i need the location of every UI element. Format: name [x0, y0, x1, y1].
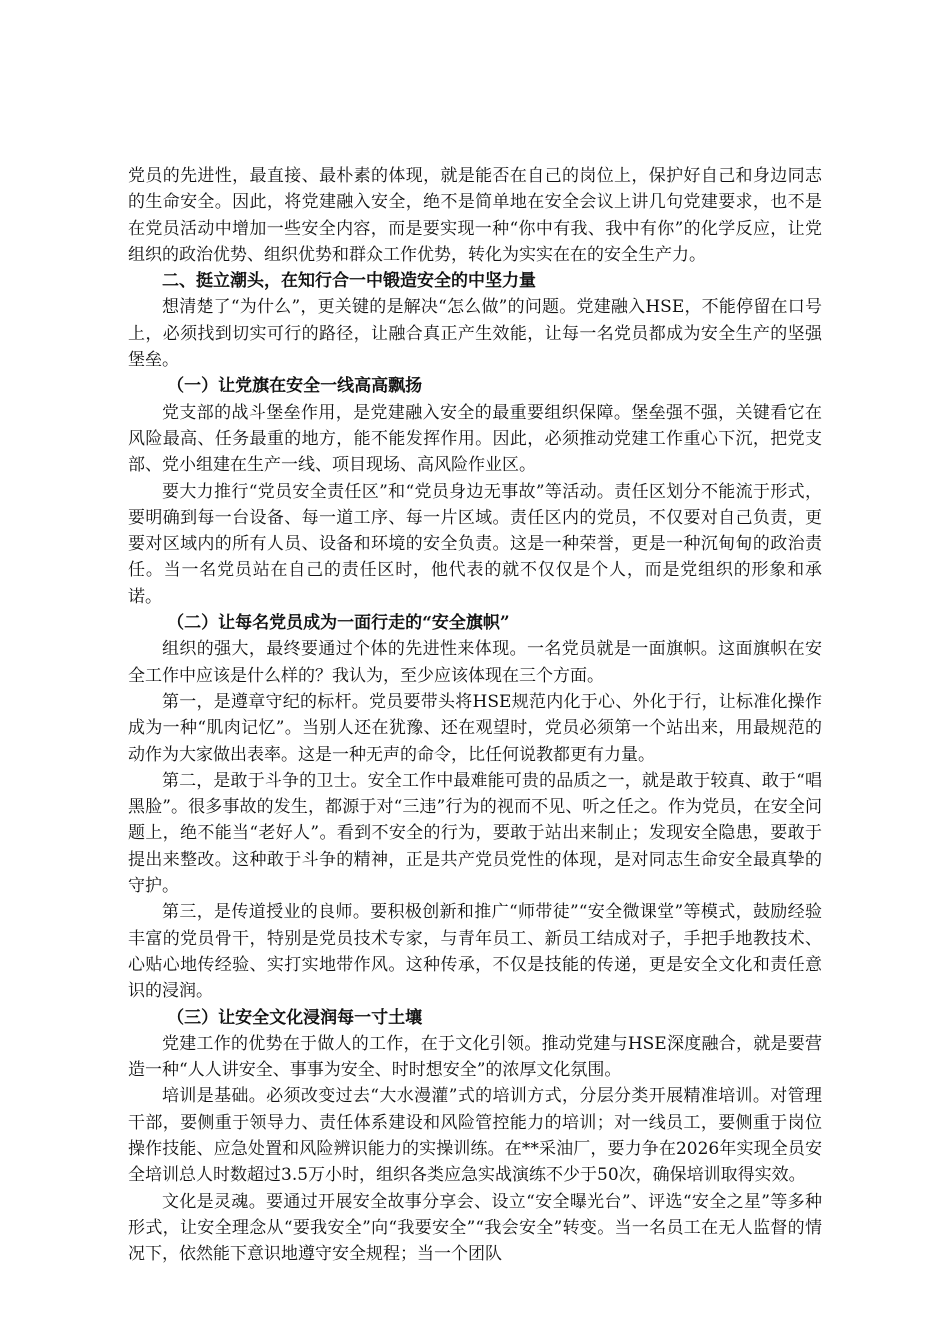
- paragraph: 第三，是传道授业的良师。要积极创新和推广“师带徒”“安全微课堂”等模式，鼓励经验丰富的党员骨干，特别是党员技术专家，与青年员工、新员工结成对子，手把手地教技术、心贴心地传经验、实打实地带作风。这种传承，不仅是技能的传递，更是安全文化和责任意识的浸润。: [128, 902, 822, 1002]
- paragraph: 第二，是敢于斗争的卫士。安全工作中最难能可贵的品质之一，就是敢于较真、敢于“唱黑脸”。很多事故的发生，都源于对“三违”行为的视而不见、听之任之。作为党员，在安全问题上，绝不能当“老好人”。看到不安全的行为，要敢于站出来制止；发现安全隐患，要敢于提出来整改。这种敢于斗争的精神，正是共产党员党性的体现，是对同志生命安全最真挚的守护。: [128, 770, 822, 897]
- document-page: [128, 163, 822, 1267]
- paragraph: 想清楚了“为什么”，更关键的是解决“怎么做”的问题。党建融入HSE，不能停留在口号上，必须找到切实可行的路径，让融合真正产生效能，让每一名党员都成为安全生产的坚强堡垒。: [128, 297, 822, 371]
- section-heading-2: 二、挺立潮头，在知行合一中锻造安全的中坚力量: [162, 271, 536, 292]
- paragraph: 培训是基础。必须改变过去“大水漫灌”式的培训方式，分层分类开展精准培训。对管理干部，要侧重于领导力、责任体系建设和风险管控能力的培训；对一线员工，要侧重于岗位操作技能、应急处置和风险辨识能力的实操训练。在**采油厂，要力争在2026年实现全员安全培训总人时数超过3.5万小时，组织各类应急实战演练不少于50次，确保培训取得实效。: [128, 1086, 822, 1186]
- subsection-heading-1: （一）让党旗在安全一线高高飘扬: [167, 376, 423, 397]
- paragraph-continuation: 党员的先进性，最直接、最朴素的体现，就是能否在自己的岗位上，保护好自己和身边同志的生命安全。因此，将党建融入安全，绝不是简单地在安全会议上讲几句党建要求，也不是在党员活动中增加一些安全内容，而是要实现一种“你中有我、我中有你”的化学反应，让党组织的政治优势、组织优势和群众工作优势，转化为实实在在的安全生产力。: [128, 166, 822, 265]
- paragraph: 要大力推行“党员安全责任区”和“党员身边无事故”等活动。责任区划分不能流于形式，要明确到每一台设备、每一道工序、每一片区域。责任区内的党员，不仅要对自己负责，更要对区域内的所有人员、设备和环境的安全负责。这是一种荣誉，更是一种沉甸甸的政治责任。当一名党员站在自己的责任区时，他代表的就不仅仅是个人，而是党组织的形象和承诺。: [128, 481, 822, 607]
- paragraph: 党建工作的优势在于做人的工作，在于文化引领。推动党建与HSE深度融合，就是要营造一种“人人讲安全、事事为安全、时时想安全”的浓厚文化氛围。: [128, 1033, 822, 1081]
- paragraph: 组织的强大，最终要通过个体的先进性来体现。一名党员就是一面旗帜。这面旗帜在安全工作中应该是什么样的？我认为，至少应该体现在三个方面。: [128, 639, 822, 686]
- paragraph: 文化是灵魂。要通过开展安全故事分享会、设立“安全曝光台”、评选“安全之星”等多种形式，让安全理念从“要我安全”向“我要安全”“我会安全”转变。当一名员工在无人监督的情况下，依然能下意识地遵守安全规程；当一个团队: [128, 1191, 822, 1265]
- paragraph: 第一，是遵章守纪的标杆。党员要带头将HSE规范内化于心、外化于行，让标准化操作成为一种“肌肉记忆”。当别人还在犹豫、还在观望时，党员必须第一个站出来，用最规范的动作为大家做出表率。这是一种无声的命令，比任何说教都更有力量。: [128, 691, 822, 765]
- paragraph: 党支部的战斗堡垒作用，是党建融入安全的最重要组织保障。堡垒强不强，关键看它在风险最高、任务最重的地方，能不能发挥作用。因此，必须推动党建工作重心下沉，把党支部、党小组建在生产一线、项目现场、高风险作业区。: [128, 402, 822, 476]
- subsection-heading-3: （三）让安全文化浸润每一寸土壤: [167, 1007, 423, 1028]
- subsection-heading-2: （二）让每名党员成为一面行走的“安全旗帜”: [167, 613, 510, 634]
